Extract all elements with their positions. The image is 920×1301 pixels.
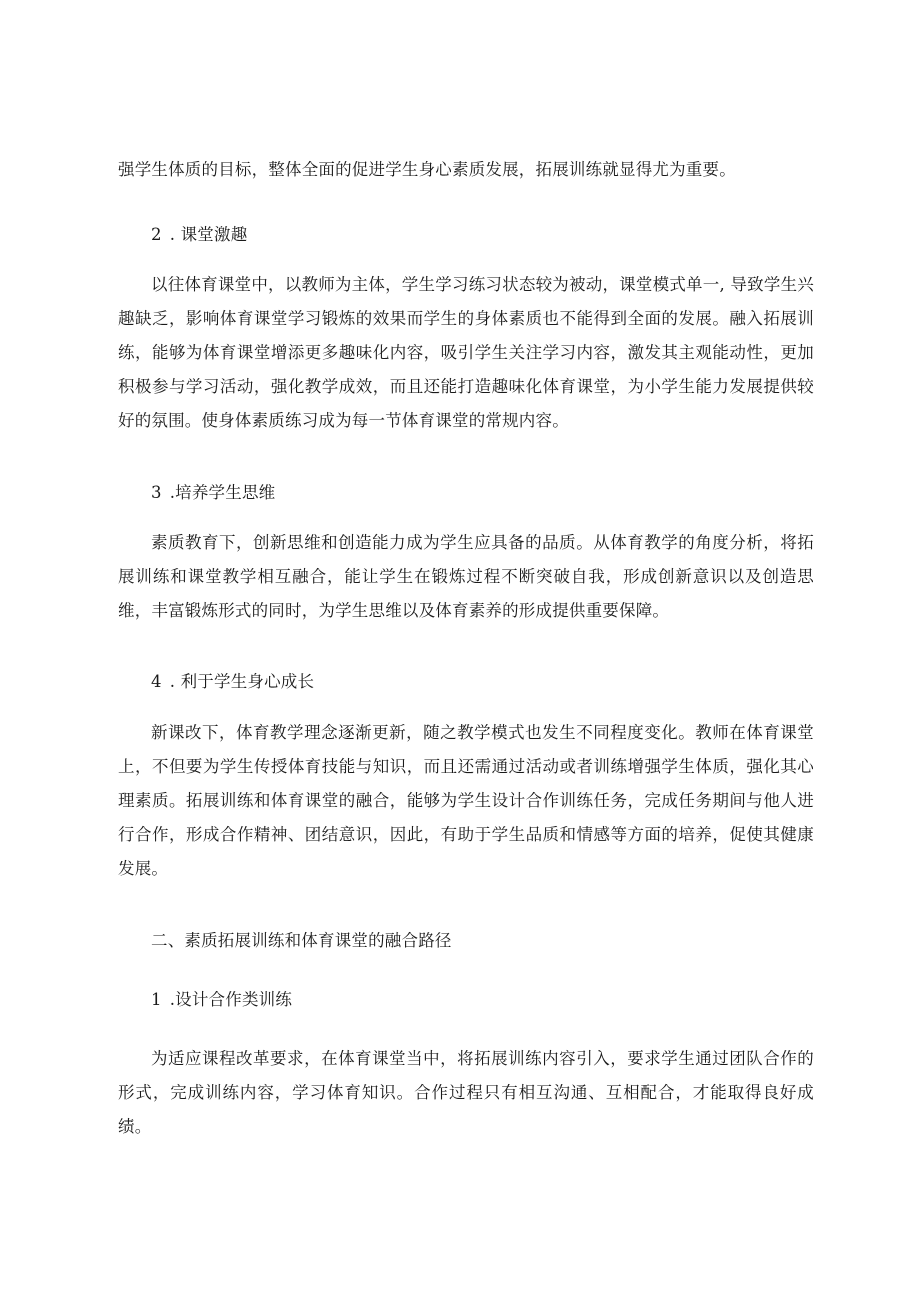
paragraph-classroom-interest: 以往体育课堂中，以教师为主体，学生学习练习状态较为被动，课堂模式单一, 导致学生兴趣缺乏，影响体育课堂学习锻炼的效果而学生的身体素质也不能得到全面的发展。融入拓展训练，能够为体育课堂增添更多趣味化内容，吸引学生关注学习内容，激发其主观能动性，更加积极参与学习活动，强化教学成效，而且还能打造趣味化体育课堂，为小学生能力发展提供较好的氛围。使身体素质练习成为每一节体育课堂的常规内容。 bbox=[118, 275, 814, 430]
heading-number: 3 bbox=[151, 483, 162, 502]
heading-cooperative-training bbox=[151, 983, 751, 1017]
paragraph-student-thinking: 素质教育下，创新思维和创造能力成为学生应具备的品质。从体育教学的角度分析，将拓展训练和课堂教学相互融合，能让学生在锻炼过程不断突破自我，形成创新意识以及创造思维，丰富锻炼形式的同时，为学生思维以及体育素养的形成提供重要保障。 bbox=[118, 533, 814, 620]
heading-physical-mental-growth bbox=[151, 665, 751, 699]
heading-text: . 课堂激趣 bbox=[169, 225, 248, 244]
heading-text: . 利于学生身心成长 bbox=[169, 672, 315, 691]
heading-text: .设计合作类训练 bbox=[169, 990, 293, 1009]
paragraph-cooperative-training: 为适应课程改革要求，在体育课堂当中，将拓展训练内容引入，要求学生通过团队合作的形式，完成训练内容，学习体育知识。合作过程只有相互沟通、互相配合，才能取得良好成绩。 bbox=[118, 1049, 814, 1136]
paragraph-intro: 强学生体质的目标，整体全面的促进学生身心素质发展，拓展训练就显得尤为重要。 bbox=[118, 160, 736, 179]
heading-text: .培养学生思维 bbox=[169, 483, 276, 502]
heading-number: 2 bbox=[151, 225, 162, 244]
heading-student-thinking bbox=[151, 476, 751, 510]
section-title-integration-path: 二、素质拓展训练和体育课堂的融合路径 bbox=[151, 931, 452, 950]
paragraph-physical-mental-growth: 新课改下，体育教学理念逐渐更新，随之教学模式也发生不同程度变化。教师在体育课堂上，不但要为学生传授体育技能与知识，而且还需通过活动或者训练增强学生体质，强化其心理素质。拓展训练和体育课堂的融合，能够为学生设计合作训练任务，完成任务期间与他人进行合作，形成合作精神、团结意识，因此，有助于学生品质和情感等方面的培养，促使其健康发展。 bbox=[118, 723, 814, 878]
heading-number: 4 bbox=[151, 672, 162, 691]
heading-classroom-interest bbox=[151, 218, 751, 252]
heading-number: 1 bbox=[151, 990, 162, 1009]
